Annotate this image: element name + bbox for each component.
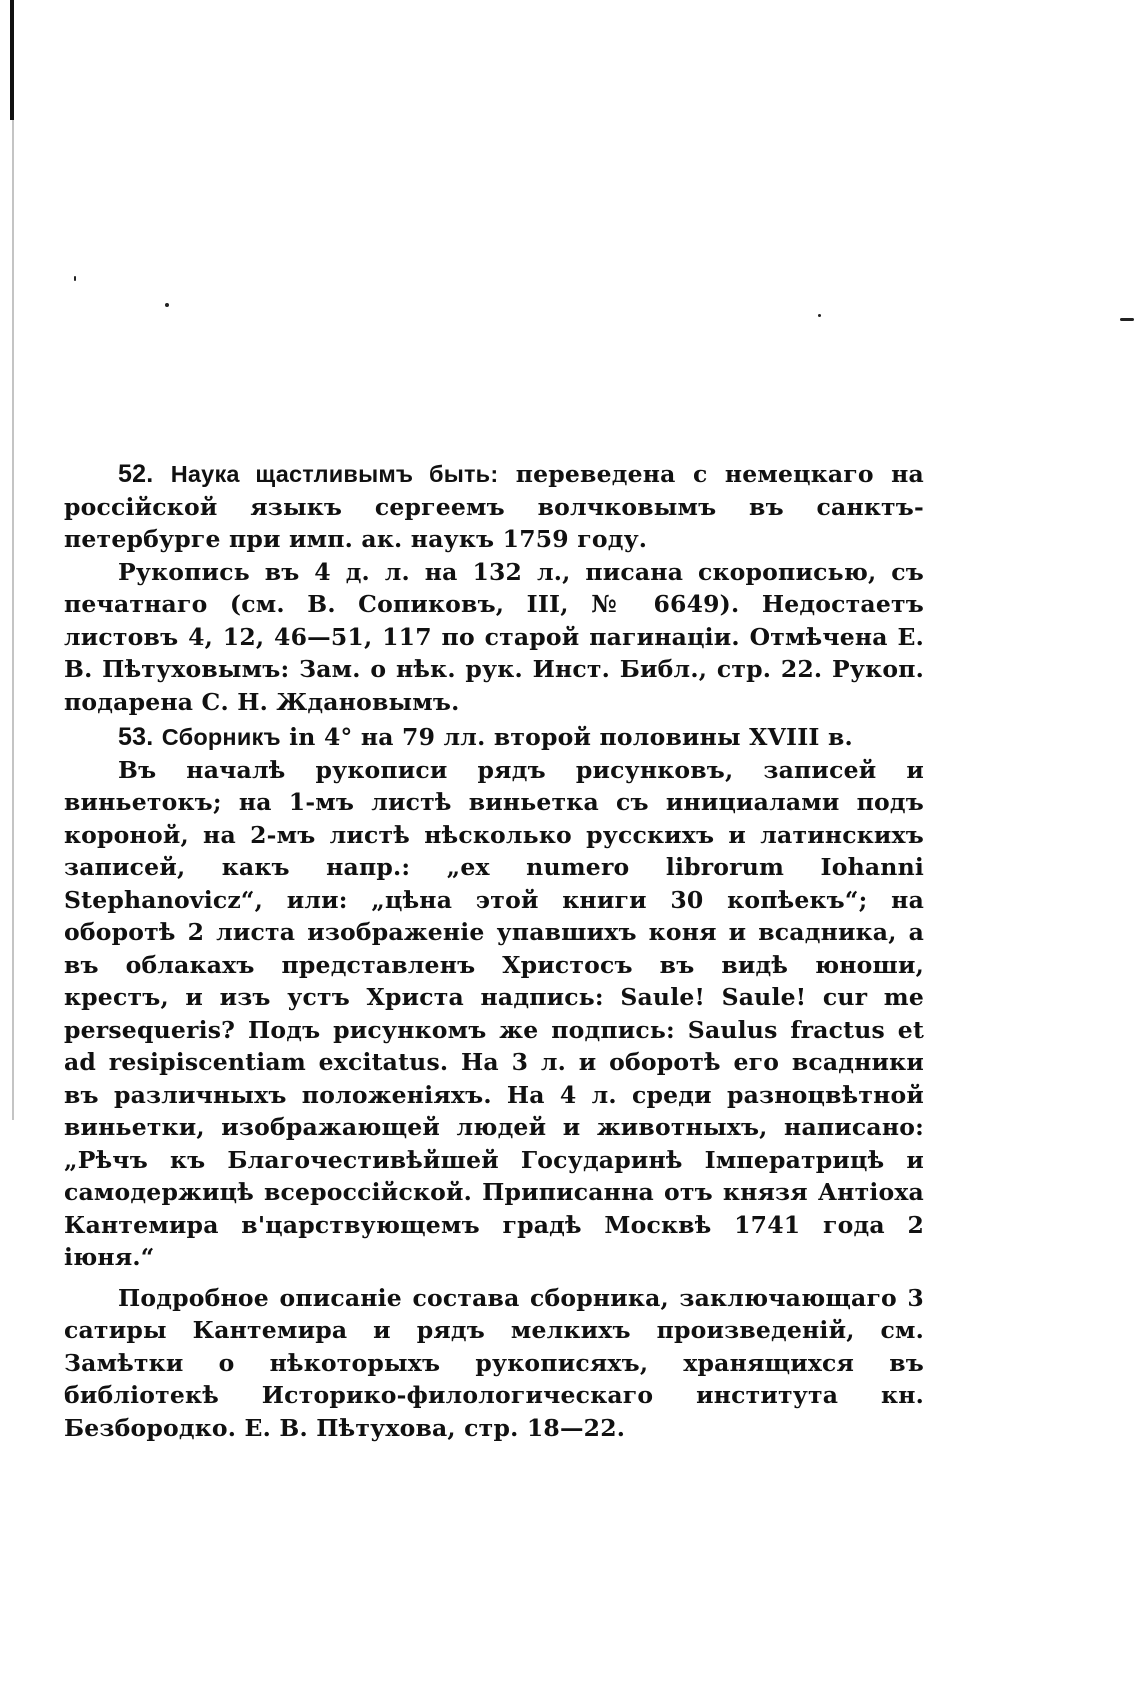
scan-edge	[10, 0, 14, 120]
entry-53	[64, 721, 924, 1444]
entry-title: Сборникъ	[161, 724, 281, 750]
entry-heading-text: in 4° на 79 лл. второй половины XVIII в.	[289, 723, 853, 751]
entry-paragraph: Подробное описаніе состава сборника, заключающаго 3 сатиры Кантемира и рядъ мелкихъ произведеній, см. Замѣтки о нѣкоторыхъ рукописяхъ, хранящихся въ библіотекѣ Историко-филологическаго института кн. Безбородко. Е. В. Пѣтухова, стр. 18—22.	[64, 1283, 924, 1442]
scan-speck	[1120, 318, 1134, 321]
entry-paragraph: Въ началѣ рукописи рядъ рисунковъ, записей и виньетокъ; на 1-мъ листѣ виньетка съ инициалами подъ короной, на 2-мъ листѣ нѣсколько русскихъ и латинскихъ записей, какъ напр.: „ex numero librorum Iohanni Stephanovicz“, или: „цѣна этой книги 30 копѣекъ“; на оборотѣ 2 листа изображеніе упавшихъ коня и всадника, а въ облакахъ представленъ Христосъ въ видѣ юноши, крестъ, и изъ устъ Христа надпись: Saule! Saule! cur me persequeris? Подъ рисункомъ же подпись: Saulus fractus et ad resipiscentiam excitatus. На 3 л. и оборотѣ его всадники въ различныхъ положеніяхъ. На 4 л. среди разноцвѣтной виньетки, изображающей людей и животныхъ, написано: „Рѣчъ къ Благочестивѣйшей Государинѣ Імператрицѣ и самодержицѣ всероссійской. Приписанна отъ князя Антіоха Кантемира в'царствующемъ градѣ Москвѣ 1741 года 2 іюня.“	[64, 755, 924, 1271]
entry-52	[64, 458, 924, 718]
scan-speck	[74, 276, 76, 281]
entry-paragraph: Рукопись въ 4 д. л. на 132 л., писана скорописью, съ печатнаго (см. В. Сопиковъ, III, № 6649). Недостаетъ листовъ 4, 12, 46—51, 117 по старой пагинаціи. Отмѣчена Е. В. Пѣтуховымъ: Зам. о нѣк. рук. Инст. Библ., стр. 22. Рукоп. подарена С. Н. Ждановымъ.	[64, 557, 924, 716]
scan-speck	[165, 303, 169, 307]
entry-number: 53.	[118, 723, 154, 751]
entry-number: 52.	[118, 460, 154, 488]
entry-title: Наука щастливымъ быть:	[170, 461, 499, 487]
scan-edge-shadow	[12, 120, 14, 1120]
scan-speck	[818, 314, 821, 317]
entry-heading-text: переведена с немецкаго на россійской языкъ сергеемъ волчковымъ въ санктъ-петербурге при имп. ак. наукъ 1759 году.	[64, 460, 924, 553]
